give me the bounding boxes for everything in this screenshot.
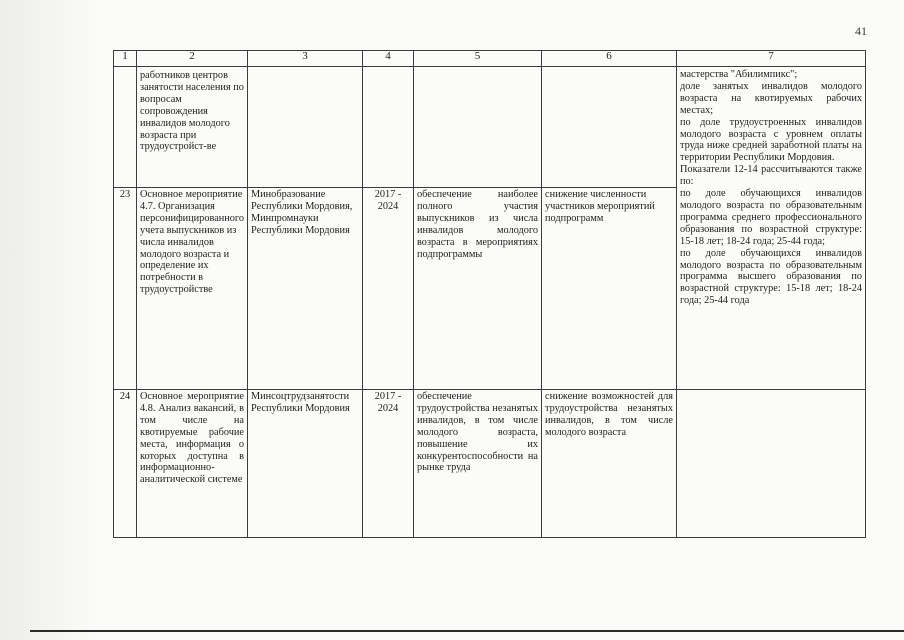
executor-cell: Минобразование Республики Мордовия, Минпромнауки Республики Мордовия [248,188,363,390]
continuation-measure: работников центров занятости населения по вопросам сопровождения инвалидов молодого возраста при трудоустройст-ве [137,67,248,188]
continuation-consequence [542,67,677,188]
indicator-text-6: по доле обучающихся инвалидов молодого возраста по образовательным программа высшего образования по возрастной структуре: 15-18 лет; 18-24 года; 25-44 года [680,247,862,307]
indicator-text-3: по доле трудоустроенных инвалидов молодого возраста с уровнем оплаты труда ниже средней заработной платы на территории Республики Мордовия. [680,116,862,164]
continuation-num [114,67,137,188]
executor-cell: Минсоцтрудзанятости Республики Мордовия [248,390,363,538]
row-number: 24 [114,390,137,538]
table-row [114,390,866,538]
measure-cell: Основное мероприятие 4.8. Анализ вакансий, в том числе на квотируемые рабочие места, информация о которых доступна в информационно-аналитической системе [137,390,248,538]
measure-cell: Основное мероприятие 4.7. Организация персонифицированного учета выпускников из числа инвалидов молодого возраста и определение их потребности в трудоустройстве [137,188,248,390]
header-col-7: 7 [677,51,866,67]
bottom-rule [30,630,904,632]
page-number: 41 [855,24,867,38]
header-col-2: 2 [137,51,248,67]
indicator-text-2: доле занятых инвалидов молодого возраста на квотируемых рабочих местах; [680,80,862,116]
row-number: 23 [114,188,137,390]
result-cell: обеспечение наиболее полного участия выпускников из числа инвалидов молодого возраста в мероприятиях подпрограммы [414,188,542,390]
header-col-6: 6 [542,51,677,67]
scan-edge-shading [0,0,100,640]
years-cell: 2017 - 2024 [363,188,414,390]
header-col-4: 4 [363,51,414,67]
continuation-years [363,67,414,188]
header-col-1: 1 [114,51,137,67]
continuation-executor [248,67,363,188]
indicators-empty-cell [677,390,866,538]
consequence-cell: снижение возможностей для трудоустройства незанятых инвалидов, в том числе молодого возраста [542,390,677,538]
indicators-cell [677,67,866,390]
result-cell: обеспечение трудоустройства незанятых инвалидов, в том числе молодого возраста, повышение их конкурентоспособности на рынке труда [414,390,542,538]
indicator-text-4: Показатели 12-14 рассчитываются также по: [680,164,862,188]
continuation-result [414,67,542,188]
indicator-text-5: по доле обучающихся инвалидов молодого возраста по образовательным программа среднего профессионального образования по возрастной структуре: 15-18 лет; 18-24 года; 25-44 года; [680,188,862,247]
indicator-text-1: мастерства "Абилимпикс"; [680,69,798,80]
continuation-row [114,67,866,188]
header-row [114,51,866,67]
header-col-5: 5 [414,51,542,67]
years-cell: 2017 - 2024 [363,390,414,538]
consequence-cell: снижение численности участников мероприятий подпрограмм [542,188,677,390]
header-col-3: 3 [248,51,363,67]
measures-table [113,50,866,538]
